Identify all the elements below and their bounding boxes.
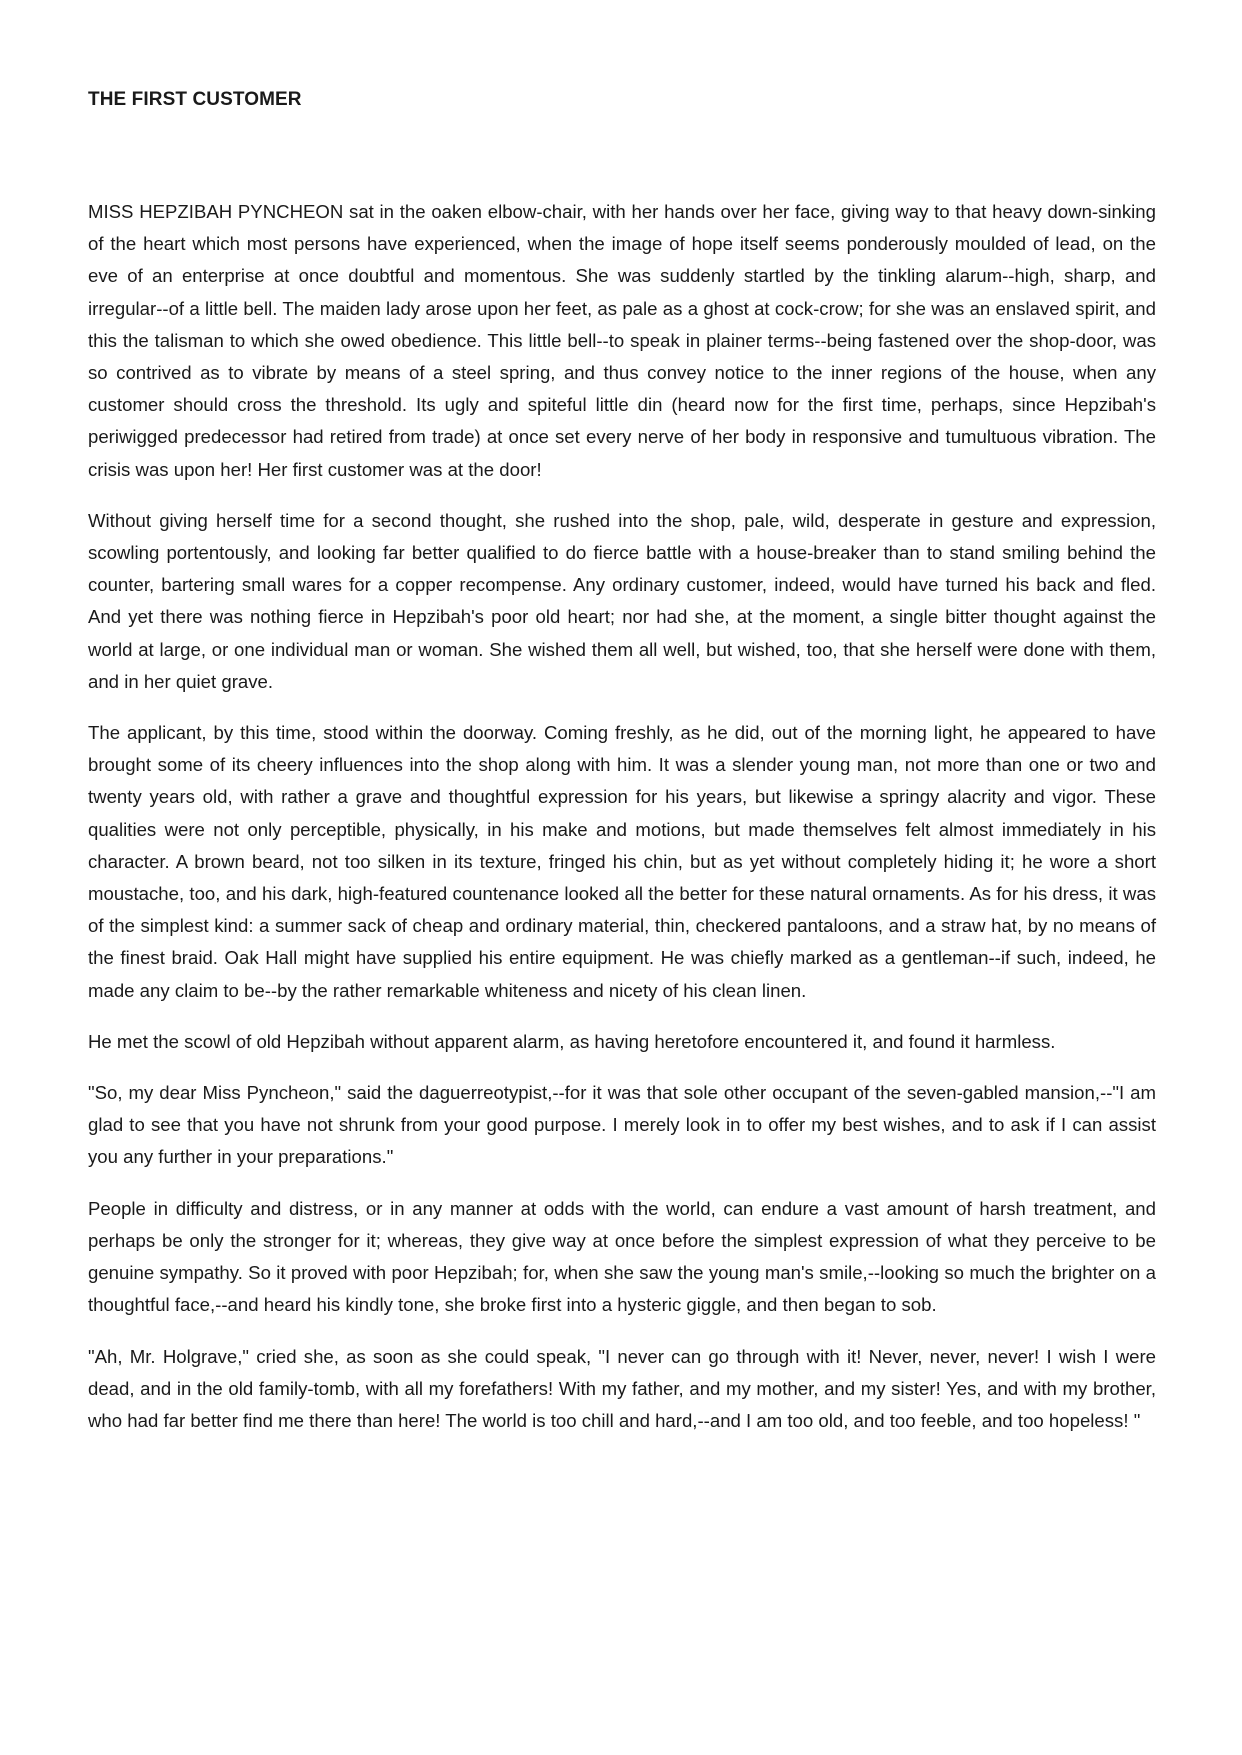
document-page	[88, 84, 1156, 1456]
paragraph-7: "Ah, Mr. Holgrave," cried she, as soon as she could speak, "I never can go through with it! Never, never, never! I wish I were dead, and in the old family-tomb, with all my forefathers! With my father, and my mother, and my sister! Yes, and with my brother, who had far better find me there than here! The world is too chill and hard,--and I am too old, and too feeble, and too hopeless! "	[88, 1345, 1156, 1431]
paragraph-4: He met the scowl of old Hepzibah without apparent alarm, as having heretofore encountered it, and found it harmless.	[88, 1030, 1056, 1052]
paragraph-3: The applicant, by this time, stood within the doorway. Coming freshly, as he did, out of the morning light, he appeared to have brought some of its cheery influences into the shop along with him. It was a slender young man, not more than one or two and twenty years old, with rather a grave and thoughtful expression for his years, but likewise a springy alacrity and vigor. These qualities were not only perceptible, physically, in his make and motions, but made themselves felt almost immediately in his character. A brown beard, not too silken in its texture, fringed his chin, but as yet without completely hiding it; he wore a short moustache, too, and his dark, high-featured countenance looked all the better for these natural ornaments. As for his dress, it was of the simplest kind: a summer sack of cheap and ordinary material, thin, checkered pantaloons, and a straw hat, by no means of the finest braid. Oak Hall might have supplied his entire equipment. He was chiefly marked as a gentleman--if such, indeed, he made any claim to be--by the rather remarkable whiteness and nicety of his clean linen.	[88, 722, 1156, 1001]
paragraph-2: Without giving herself time for a second thought, she rushed into the shop, pale, wild, desperate in gesture and expression, scowling portentously, and looking far better qualified to do fierce battle with a house-breaker than to stand smiling behind the counter, bartering small wares for a copper recompense. Any ordinary customer, indeed, would have turned his back and fled. And yet there was nothing fierce in Hepzibah's poor old heart; nor had she, at the moment, a single bitter thought against the world at large, or one individual man or woman. She wished them all well, but wished, too, that she herself were done with them, and in her quiet grave.	[88, 509, 1156, 692]
document-body	[88, 196, 1156, 1437]
paragraph-1: MISS HEPZIBAH PYNCHEON sat in the oaken elbow-chair, with her hands over her face, giving way to that heavy down-sinking of the heart which most persons have experienced, when the image of hope itself seems ponderously moulded of lead, on the eve of an enterprise at once doubtful and momentous. She was suddenly startled by the tinkling alarum--high, sharp, and irregular--of a little bell. The maiden lady arose upon her feet, as pale as a ghost at cock-crow; for she was an enslaved spirit, and this the talisman to which she owed obedience. This little bell--to speak in plainer terms--being fastened over the shop-door, was so contrived as to vibrate by means of a steel spring, and thus convey notice to the inner regions of the house, when any customer should cross the threshold. Its ugly and spiteful little din (heard now for the first time, perhaps, since Hepzibah's periwigged predecessor had retired from trade) at once set every nerve of her body in responsive and tumultuous vibration. The crisis was upon her! Her first customer was at the door!	[88, 201, 1156, 480]
paragraph-6: People in difficulty and distress, or in any manner at odds with the world, can endure a vast amount of harsh treatment, and perhaps be only the stronger for it; whereas, they give way at once before the simplest expression of what they perceive to be genuine sympathy. So it proved with poor Hepzibah; for, when she saw the young man's smile,--looking so much the brighter on a thoughtful face,--and heard his kindly tone, she broke first into a hysteric giggle, and then began to sob.	[88, 1197, 1156, 1316]
chapter-title: THE FIRST CUSTOMER	[88, 89, 302, 110]
paragraph-5: "So, my dear Miss Pyncheon," said the daguerreotypist,--for it was that sole other occupant of the seven-gabled mansion,--"I am glad to see that you have not shrunk from your good purpose. I merely look in to offer my best wishes, and to ask if I can assist you any further in your preparations."	[88, 1082, 1156, 1168]
